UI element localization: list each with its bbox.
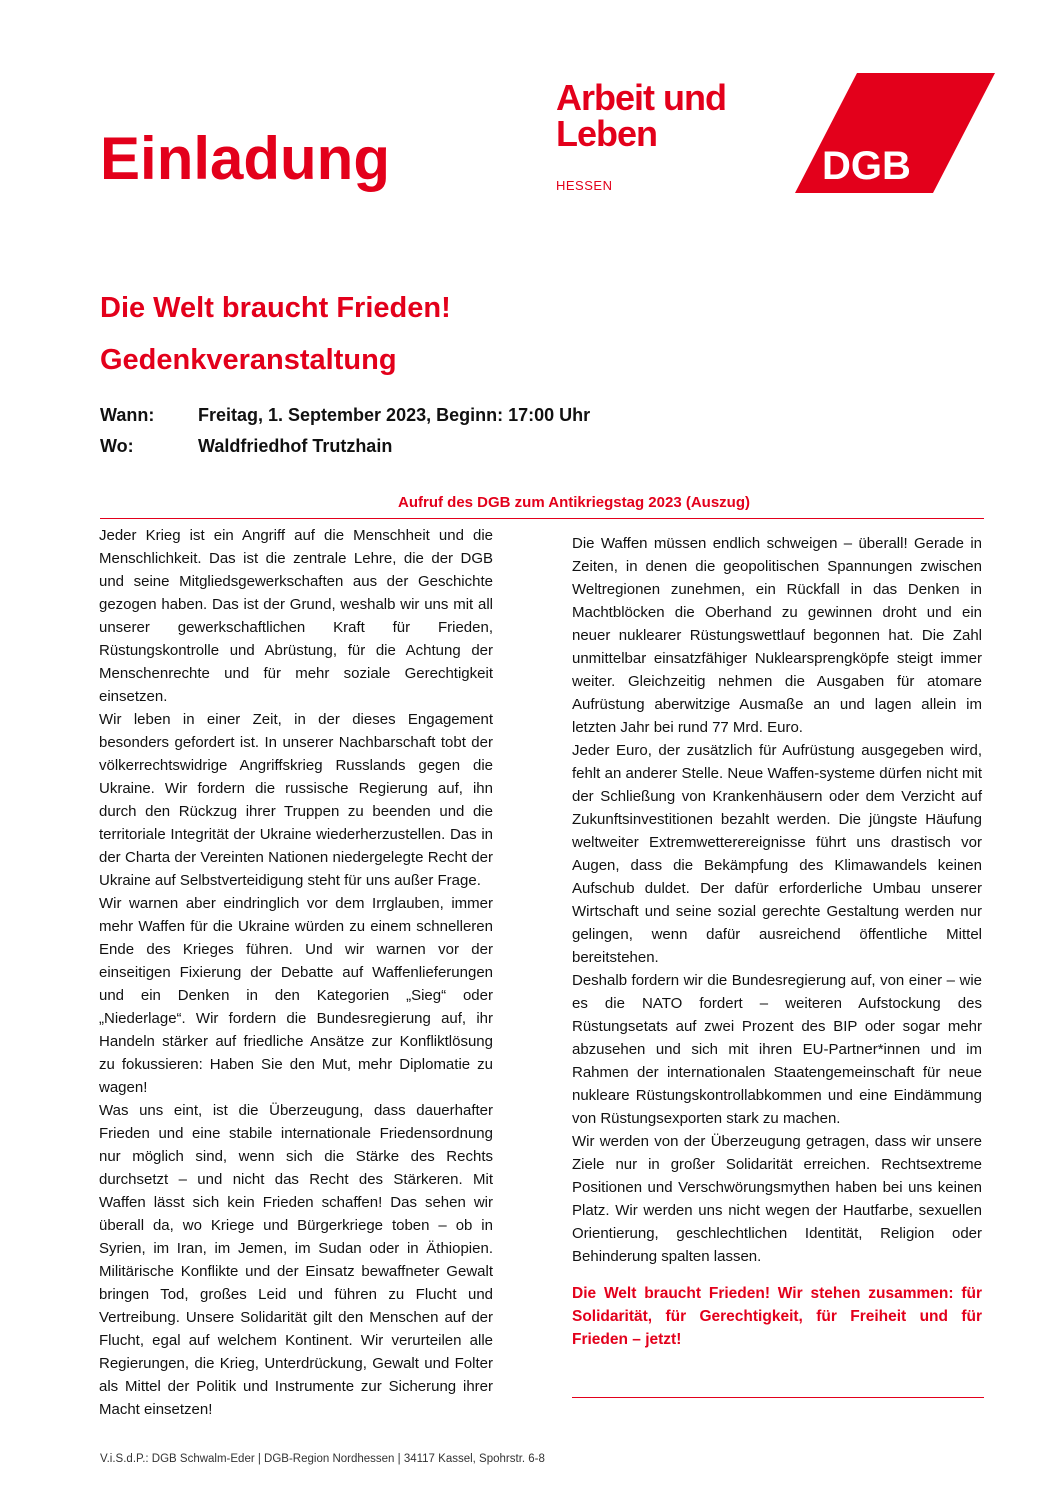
footer-imprint: V.i.S.d.P.: DGB Schwalm-Eder | DGB-Region Nordhessen | 34117 Kassel, Spohrstr. 6-8 xyxy=(100,1453,545,1465)
logo-region: HESSEN xyxy=(556,178,613,193)
divider-top xyxy=(100,518,984,519)
headline xyxy=(100,282,451,386)
right-column xyxy=(572,532,982,1351)
where-label: Wo: xyxy=(100,436,134,456)
aufruf-heading-text: Aufruf des DGB zum Antikriegstag 2023 (Auszug) xyxy=(398,494,750,511)
when-label: Wann: xyxy=(100,405,155,425)
when-row xyxy=(100,400,590,431)
paragraph: Die Waffen müssen endlich schweigen – überall! Gerade in Zeiten, in denen die geopolitischen Spannungen zwischen Weltregionen zunehmen, ein Rückfall in das Denken in Machtblöcken die Oberhand zu gewinnen droht und ein neuer nuklearer Rüstungswettlauf begonnen hat. Die Zahl unmittelbar einsatzfähiger Nuklearsprengköpfe steigt immer weiter. Gleichzeitig nehmen die Ausgaben für atomare Aufrüstung aberwitzige Ausmaße an und lagen allein im letzten Jahr bei rund 77 Mrd. Euro. xyxy=(572,535,982,736)
left-column xyxy=(99,524,493,1421)
paragraph: Was uns eint, ist die Überzeugung, dass dauerhafter Frieden und eine stabile internationale Friedensordnung nur möglich sind, wenn sich die Stärke des Rechts durchsetzt – und nicht das Recht des Stärkeren. Mit Waffen lässt sich kein Frieden schaffen! Das sehen wir überall da, wo Kriege und Bürgerkriege toben – ob in Syrien, im Iran, im Jemen, im Sudan oder in Äthiopien. Militärische Konflikte und der Einsatz bewaffneter Gewalt bringen Tod, großes Leid und führen zu Flucht und Vertreibung. Unsere Solidarität gilt den Menschen auf der Flucht, egal auf welchem Kontinent. Wir verurteilen alle Regierungen, die Krieg, Unterdrückung, Gewalt und Folter als Mittel der Politik und Instrumente zur Sicherung ihrer Macht einsetzen! xyxy=(99,1102,493,1418)
where-value: Waldfriedhof Trutzhain xyxy=(198,436,393,456)
when-value: Freitag, 1. September 2023, Beginn: 17:00 Uhr xyxy=(198,405,591,425)
divider-bottom xyxy=(572,1397,984,1398)
dgb-logo-text: DGB xyxy=(822,144,911,188)
headline-line-1: Die Welt braucht Frieden! xyxy=(100,292,451,324)
paragraph: Wir leben in einer Zeit, in der dieses Engagement besonders gefordert ist. In unserer Nachbarschaft tobt der völkerrechtswidrige Angriffskrieg Russlands gegen die Ukraine. Wir fordern die russische Regierung auf, ihn durch den Rückzug ihrer Truppen zu beenden und die territoriale Integrität der Ukraine wiederherzustellen. Das in der Charta der Vereinten Nationen niedergelegte Recht der Ukraine auf Selbstverteidigung steht für uns außer Frage. xyxy=(99,711,493,889)
logo-line-1: Arbeit und xyxy=(556,77,726,118)
page-title: Einladung xyxy=(100,125,390,192)
paragraph: Wir werden von der Überzeugung getragen, dass wir unsere Ziele nur in großer Solidarität erreichen. Rechtsextreme Positionen und Verschwörungsmythen haben bei uns keinen Platz. Wir werden uns nicht wegen der Hautfarbe, sexuellen Orientierung, geschlechtlichen Identität, Religion oder Behinderung spalten lassen. xyxy=(572,1133,982,1265)
paragraph: Jeder Krieg ist ein Angriff auf die Menschheit und die Menschlichkeit. Das ist die zentrale Lehre, die der DGB und seine Mitgliedsgewerkschaften aus der Geschichte gezogen haben. Das ist der Grund, weshalb wir uns mit all unserer gewerkschaftlichen Kraft für Frieden, Rüstungskontrolle und Abrüstung, für die Achtung der Menschenrechte und für mehr soziale Gerechtigkeit einsetzen. xyxy=(99,527,493,705)
event-details xyxy=(100,400,590,462)
headline-line-2: Gedenkveranstaltung xyxy=(100,344,397,376)
arbeit-und-leben-logo xyxy=(556,77,726,193)
paragraph: Wir warnen aber eindringlich vor dem Irrglauben, immer mehr Waffen für die Ukraine würden zu einem schnelleren Ende des Krieges führen. Und wir warnen vor der einseitigen Fixierung der Debatte auf Waffenlieferungen und ein Denken in den Kategorien „Sieg“ oder „Niederlage“. Wir fordern die Bundesregierung auf, ihr Handeln stärker auf friedliche Ansätze zur Konfliktlösung zu fokussieren: Haben Sie den Mut, mehr Diplomatie zu wagen! xyxy=(99,895,493,1096)
where-row xyxy=(100,431,590,462)
aufruf-heading xyxy=(100,494,984,511)
closing-statement: Die Welt braucht Frieden! Wir stehen zusammen: für Solidarität, für Gerechtigkeit, für Freiheit und für Frieden – jetzt! xyxy=(572,1285,982,1348)
paragraph: Jeder Euro, der zusätzlich für Aufrüstung ausgegeben wird, fehlt an anderer Stelle. Neue Waffen-systeme dürfen nicht mit der Schließung von Krankenhäusern oder dem Verzicht auf Zukunftsinvestitionen bezahlt werden. Die jüngste Häufung weltweiter Extremwetterereignisse führt uns drastisch vor Augen, dass die Bekämpfung des Klimawandels keinen Aufschub duldet. Der dafür erforderliche Umbau unserer Wirtschaft und seine sozial gerechte Gestaltung werden nur gelingen, wenn dafür ausreichend öffentliche Mittel bereitstehen. xyxy=(572,742,982,966)
paragraph: Deshalb fordern wir die Bundesregierung auf, von einer – wie es die NATO fordert – weiteren Aufstockung des Rüstungsetats auf zwei Prozent des BIP oder sogar mehr abzusehen und sich mit ihren EU-Partner*innen und im Rahmen der internationalen Staatengemeinschaft für neue nukleare Rüstungskontrollabkommen und eine Eindämmung von Rüstungsexporten stark zu machen. xyxy=(572,972,982,1127)
dgb-logo xyxy=(795,73,995,193)
logo-line-2: Leben xyxy=(556,113,658,154)
